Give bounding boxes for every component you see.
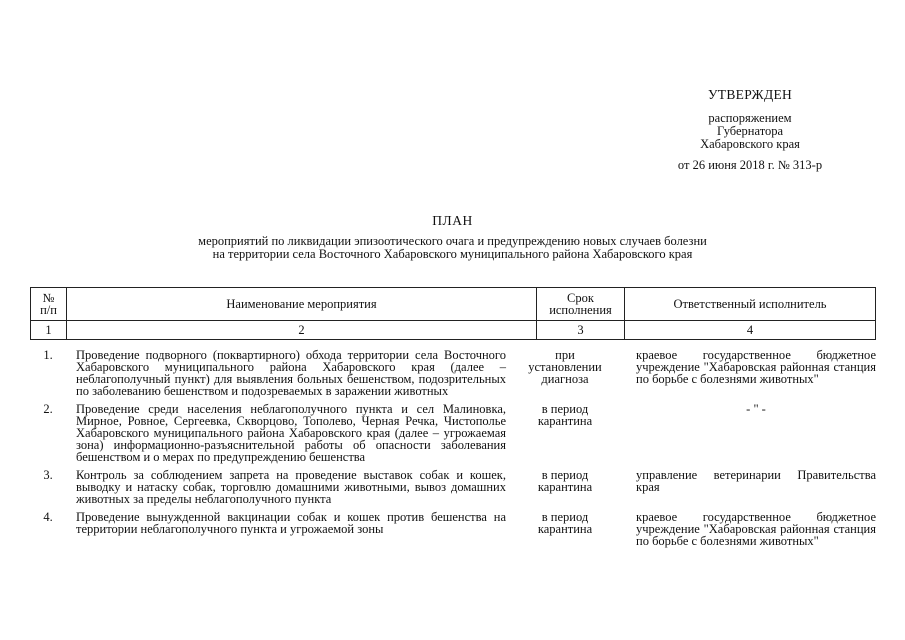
table-row	[30, 403, 875, 463]
row-number: 3.	[43, 468, 53, 482]
header-term	[537, 288, 625, 321]
row-executor: краевое государственное бюджетное учреждение "Хабаровская районная станция по борьбе с болезнями животных"	[636, 348, 876, 386]
column-number-row	[31, 321, 876, 340]
plan-table-body	[30, 349, 875, 553]
row-term: в период карантина	[537, 468, 593, 494]
header-term-line: исполнения	[549, 303, 612, 317]
plan-subtitle-line: мероприятий по ликвидации эпизоотического очага и предупреждению новых случаев болезни	[198, 234, 707, 248]
row-activity: Проведение среди населения неблагополучного пункта и сел Малиновка, Мирное, Ровное, Сергеевка, Скворцово, Тополево, Черная Речка, Чистополье Хабаровского муниципального района Хабаровского края (далее – угрожаемая зона) информационно-разъяснительной работы об опасности заболевания бешенством и о мерах по предупреждению бешенства	[76, 402, 506, 464]
row-executor: - " -	[746, 402, 766, 416]
approval-date: от 26 июня 2018 г. № 313-р	[677, 158, 823, 172]
header-row	[31, 288, 876, 321]
approval-stamp: УТВЕРЖДЕН	[707, 87, 793, 102]
header-number-line: №	[42, 291, 55, 305]
column-number: 3	[537, 321, 625, 340]
row-number: 2.	[43, 402, 53, 416]
approval-line: Хабаровского края	[700, 137, 800, 151]
header-number	[31, 288, 67, 321]
row-activity: Контроль за соблюдением запрета на проведение выставок собак и кошек, выводку и натаску собак, торговлю домашними животными, вывоз домашних животных за пределы неблагополучного пункта	[76, 468, 506, 506]
header-term-line: Срок	[567, 291, 594, 305]
row-number: 1.	[43, 348, 53, 362]
approval-line: распоряжением	[708, 111, 792, 125]
column-number: 1	[31, 321, 67, 340]
header-name: Наименование мероприятия	[67, 288, 537, 321]
header-number-line: п/п	[40, 303, 57, 317]
plan-subtitle-line: на территории села Восточного Хабаровского муниципального района Хабаровского края	[212, 247, 693, 261]
header-executor: Ответственный исполнитель	[625, 288, 876, 321]
row-term: в период карантина	[537, 510, 593, 536]
row-term: при установлении диагноза	[528, 348, 602, 386]
row-executor: управление ветеринарии Правительства края	[636, 468, 876, 494]
row-term: в период карантина	[537, 402, 593, 428]
row-number: 4.	[43, 510, 53, 524]
column-number: 4	[625, 321, 876, 340]
table-row	[30, 349, 875, 397]
row-activity: Проведение подворного (поквартирного) обхода территории села Восточного Хабаровского муниципального района Хабаровского края (далее – неблагополучный пункт) для выявления больных бешенством, подозрительных по заболеванию бешенством и подозреваемых в заражении животных	[76, 348, 506, 398]
column-number: 2	[67, 321, 537, 340]
approval-line: Губернатора	[716, 124, 784, 138]
table-row	[30, 469, 875, 505]
plan-subtitle	[0, 235, 905, 261]
table-row	[30, 511, 875, 547]
row-activity: Проведение вынужденной вакцинации собак и кошек против бешенства на территории неблагополучного пункта и угрожаемой зоны	[76, 510, 506, 536]
approval-block	[640, 88, 860, 172]
plan-title: ПЛАН	[432, 213, 473, 228]
plan-table-header	[30, 287, 876, 340]
row-executor: краевое государственное бюджетное учреждение "Хабаровская районная станция по борьбе с болезнями животных"	[636, 510, 876, 548]
